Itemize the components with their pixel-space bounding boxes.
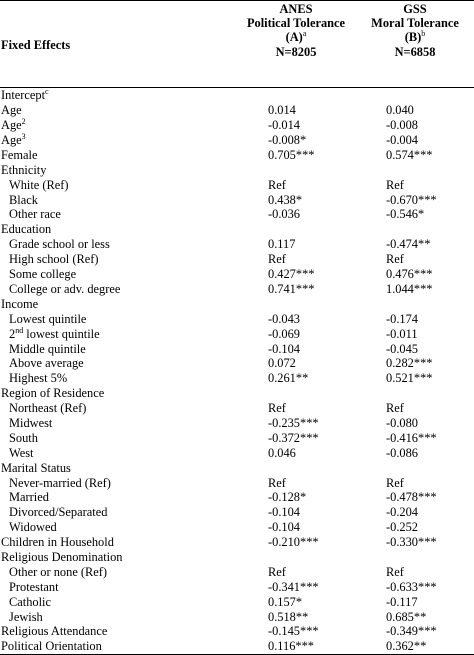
- row-label-ordinal: nd: [15, 325, 24, 335]
- value-political-tolerance: 0.116***: [236, 639, 356, 654]
- row-label: [0, 88, 236, 103]
- row-label-text: Middle quintile: [9, 341, 86, 356]
- value-political-tolerance: [236, 88, 356, 103]
- column-a-footnote-mark: a: [302, 29, 307, 39]
- value-political-tolerance: 0.518**: [268, 609, 309, 624]
- row-label-text: Education: [1, 222, 52, 237]
- table-row: [0, 88, 474, 103]
- table-row: [0, 148, 474, 163]
- row-label-text: Catholic: [9, 594, 51, 609]
- value-political-tolerance: -0.036: [268, 207, 301, 222]
- value-moral-tolerance: Ref: [386, 401, 404, 416]
- value-political-tolerance: Ref: [268, 401, 286, 416]
- table-row: [0, 103, 474, 118]
- value-moral-tolerance: [356, 460, 474, 475]
- value-political-tolerance: -0.104: [268, 520, 301, 535]
- value-moral-tolerance: -0.045: [386, 341, 419, 356]
- table-row: [0, 386, 474, 401]
- value-political-tolerance: 0.014: [268, 103, 296, 118]
- row-label: [0, 118, 236, 133]
- row-label-text: Never-married (Ref): [9, 475, 111, 490]
- table-row: [0, 371, 474, 386]
- row-label-text: Income: [1, 296, 39, 311]
- value-political-tolerance: 0.438*: [268, 192, 303, 207]
- value-moral-tolerance: -0.416***: [386, 430, 437, 445]
- value-political-tolerance: -0.341***: [268, 579, 319, 594]
- value-moral-tolerance: Ref: [386, 564, 404, 579]
- row-label: [0, 282, 236, 297]
- table-row: [0, 520, 474, 535]
- row-label-text: White (Ref): [9, 177, 69, 192]
- row-label: [0, 594, 236, 609]
- value-political-tolerance: [236, 222, 356, 237]
- row-label: [0, 237, 236, 252]
- row-label-text: Midwest: [9, 415, 53, 430]
- value-political-tolerance: 0.427***: [268, 267, 315, 282]
- value-political-tolerance: -0.069: [268, 326, 301, 341]
- value-political-tolerance: -0.043: [268, 311, 301, 326]
- row-label: [0, 445, 236, 460]
- value-political-tolerance: Ref: [268, 177, 286, 192]
- row-label: [0, 103, 236, 118]
- value-political-tolerance: 0.157*: [268, 594, 303, 609]
- table-row: [0, 475, 474, 490]
- row-label-text: Protestant: [9, 579, 59, 594]
- row-label-text: Other or none (Ref): [9, 564, 108, 579]
- row-label-text: Other race: [9, 207, 61, 222]
- row-label: [0, 565, 236, 580]
- row-label: [0, 222, 236, 237]
- row-label: [0, 460, 236, 475]
- value-moral-tolerance: [356, 88, 474, 103]
- table-row: [0, 579, 474, 594]
- table-row: [0, 356, 474, 371]
- row-label: [0, 267, 236, 282]
- row-label: [0, 148, 236, 163]
- row-label-text: Some college: [9, 267, 77, 282]
- row-label: [0, 311, 236, 326]
- value-political-tolerance: -0.104: [268, 341, 301, 356]
- value-political-tolerance: 0.705***: [268, 147, 315, 162]
- row-label: [0, 490, 236, 505]
- value-moral-tolerance: -0.252: [386, 520, 419, 535]
- value-political-tolerance: -0.372***: [268, 430, 319, 445]
- column-a-heading: [236, 1, 356, 88]
- row-label: [0, 296, 236, 311]
- value-moral-tolerance: [356, 222, 474, 237]
- row-label-text: High school (Ref): [9, 252, 99, 267]
- table-row: [0, 326, 474, 341]
- value-moral-tolerance: -0.011: [386, 326, 418, 341]
- row-label-text: Highest 5%: [9, 371, 68, 386]
- value-moral-tolerance: [356, 162, 474, 177]
- value-moral-tolerance: -0.478***: [386, 490, 437, 505]
- column-a-survey: ANES: [279, 2, 313, 16]
- value-moral-tolerance: Ref: [386, 177, 404, 192]
- column-b-letter: (B): [404, 30, 422, 45]
- value-moral-tolerance: -0.204: [386, 505, 419, 520]
- row-label: [0, 401, 236, 416]
- table-row: [0, 624, 474, 639]
- value-political-tolerance: -0.014: [268, 118, 301, 133]
- value-political-tolerance: Ref: [268, 475, 286, 490]
- value-moral-tolerance: -0.474**: [386, 237, 431, 252]
- row-label-text: Grade school or less: [9, 237, 110, 252]
- value-political-tolerance: [236, 386, 356, 401]
- fixed-effects-heading: Fixed Effects: [1, 37, 71, 52]
- row-label: [0, 192, 236, 207]
- row-label-text: Widowed: [9, 520, 57, 535]
- value-political-tolerance: -0.128*: [268, 490, 307, 505]
- value-moral-tolerance: -0.008: [386, 118, 419, 133]
- row-label-superscript: 2: [21, 117, 26, 127]
- column-b-sample-size: N=6858: [394, 44, 436, 59]
- row-label-text: Age: [1, 118, 22, 133]
- table-row: [0, 550, 474, 565]
- column-b-survey: GSS: [403, 2, 427, 16]
- table-row: [0, 416, 474, 431]
- row-label: [0, 475, 236, 490]
- row-label-text: Age: [1, 133, 22, 148]
- value-moral-tolerance: Ref: [386, 252, 404, 267]
- row-label-text: College or adv. degree: [9, 281, 121, 296]
- table-row: [0, 118, 474, 133]
- value-political-tolerance: -0.235***: [268, 415, 319, 430]
- row-label: [0, 386, 236, 401]
- value-political-tolerance: [236, 162, 356, 177]
- value-political-tolerance: 0.261**: [268, 371, 309, 386]
- row-label-text: Religious Denomination: [1, 549, 123, 564]
- column-a-measure: Political Tolerance: [246, 16, 346, 31]
- row-label-text: Lowest quintile: [9, 311, 87, 326]
- value-political-tolerance: [236, 460, 356, 475]
- value-political-tolerance: -0.145***: [268, 624, 319, 639]
- row-label-text: Age: [1, 103, 22, 118]
- row-label-text: Black: [9, 192, 38, 207]
- value-moral-tolerance: -0.633***: [386, 579, 437, 594]
- table-row: [0, 594, 474, 609]
- value-moral-tolerance: -0.117: [386, 594, 418, 609]
- row-label: [0, 505, 236, 520]
- value-political-tolerance: [236, 296, 356, 311]
- table-row: [0, 252, 474, 267]
- row-label-text: South: [9, 430, 38, 445]
- table-body: [0, 88, 474, 655]
- value-moral-tolerance: 0.476***: [386, 267, 433, 282]
- value-moral-tolerance: -0.670***: [386, 192, 437, 207]
- row-label-prefix: 2: [9, 326, 16, 341]
- value-moral-tolerance: [356, 386, 474, 401]
- value-moral-tolerance: -0.080: [386, 415, 419, 430]
- fixed-effects-heading-cell: [0, 1, 236, 88]
- row-label: [0, 177, 236, 192]
- row-label: [0, 326, 236, 341]
- value-political-tolerance: [236, 550, 356, 565]
- table-header: [0, 1, 474, 88]
- row-label-text: lowest quintile: [23, 326, 100, 341]
- table-row: [0, 565, 474, 580]
- row-label-text: Religious Attendance: [1, 624, 108, 639]
- value-political-tolerance: Ref: [268, 252, 286, 267]
- row-label: [0, 162, 236, 177]
- table-row: [0, 609, 474, 624]
- row-label: [0, 639, 236, 654]
- value-moral-tolerance: 0.574***: [386, 147, 433, 162]
- row-label: [0, 356, 236, 371]
- row-label-text: Divorced/Separated: [9, 505, 108, 520]
- column-b-footnote-mark: b: [421, 29, 426, 39]
- table-row: [0, 162, 474, 177]
- row-label: [0, 416, 236, 431]
- value-political-tolerance: Ref: [268, 564, 286, 579]
- row-label-text: Ethnicity: [1, 162, 47, 177]
- value-moral-tolerance: -0.086: [386, 445, 419, 460]
- row-label-text: Intercept: [1, 88, 46, 103]
- value-political-tolerance: -0.008*: [268, 133, 307, 148]
- row-label: [0, 252, 236, 267]
- table-row: [0, 460, 474, 475]
- value-moral-tolerance: [356, 550, 474, 565]
- row-label-superscript: 3: [21, 132, 26, 142]
- value-moral-tolerance: 0.521***: [386, 371, 433, 386]
- column-b-measure: Moral Tolerance: [371, 16, 459, 31]
- table-row: [0, 296, 474, 311]
- table-row: [0, 505, 474, 520]
- row-label-text: Marital Status: [1, 460, 71, 475]
- value-political-tolerance: -0.210***: [268, 535, 319, 550]
- value-moral-tolerance: [356, 296, 474, 311]
- table-row: [0, 311, 474, 326]
- value-moral-tolerance: 1.044***: [386, 281, 433, 296]
- table-row: [0, 177, 474, 192]
- row-label: [0, 207, 236, 222]
- table-row: [0, 192, 474, 207]
- table-row: [0, 207, 474, 222]
- row-label-text: Northeast (Ref): [9, 401, 87, 416]
- column-a-sample-size: N=8205: [275, 44, 317, 59]
- row-label-text: Political Orientation: [1, 639, 102, 654]
- row-label-text: Married: [9, 490, 49, 505]
- table-row: [0, 133, 474, 148]
- value-political-tolerance: 0.072: [268, 356, 296, 371]
- row-label: [0, 579, 236, 594]
- table-row: [0, 430, 474, 445]
- row-label: [0, 609, 236, 624]
- row-label: [0, 133, 236, 148]
- table-row: [0, 267, 474, 282]
- table-row: [0, 535, 474, 550]
- value-moral-tolerance: 0.362**: [356, 639, 474, 654]
- table-row: [0, 237, 474, 252]
- value-moral-tolerance: -0.546*: [386, 207, 425, 222]
- table-row: [0, 341, 474, 356]
- row-label-superscript: c: [45, 87, 49, 97]
- row-label-text: Children in Household: [1, 535, 114, 550]
- table-row: [0, 282, 474, 297]
- row-label-text: Jewish: [9, 609, 43, 624]
- column-b-heading: [356, 1, 474, 88]
- row-label-text: Region of Residence: [1, 386, 105, 401]
- value-moral-tolerance: 0.282***: [386, 356, 433, 371]
- row-label-text: West: [9, 445, 34, 460]
- column-a-letter: (A): [285, 30, 303, 45]
- table-row: [0, 222, 474, 237]
- row-label: [0, 371, 236, 386]
- row-label: [0, 430, 236, 445]
- value-moral-tolerance: 0.040: [386, 103, 414, 118]
- row-label: [0, 550, 236, 565]
- value-political-tolerance: 0.046: [268, 445, 296, 460]
- table-row: [0, 490, 474, 505]
- value-political-tolerance: 0.741***: [268, 281, 315, 296]
- table-row: [0, 445, 474, 460]
- row-label-text: Female: [1, 147, 38, 162]
- row-label: [0, 624, 236, 639]
- row-label-text: Above average: [9, 356, 84, 371]
- value-moral-tolerance: -0.349***: [386, 624, 437, 639]
- value-moral-tolerance: -0.004: [386, 133, 419, 148]
- value-moral-tolerance: -0.330***: [386, 535, 437, 550]
- row-label: [0, 341, 236, 356]
- value-political-tolerance: 0.117: [268, 237, 296, 252]
- value-political-tolerance: -0.104: [268, 505, 301, 520]
- row-label: [0, 520, 236, 535]
- value-moral-tolerance: -0.174: [386, 311, 419, 326]
- value-moral-tolerance: 0.685**: [386, 609, 427, 624]
- value-moral-tolerance: Ref: [386, 475, 404, 490]
- table-row: [0, 639, 474, 654]
- table-row: [0, 401, 474, 416]
- row-label: [0, 535, 236, 550]
